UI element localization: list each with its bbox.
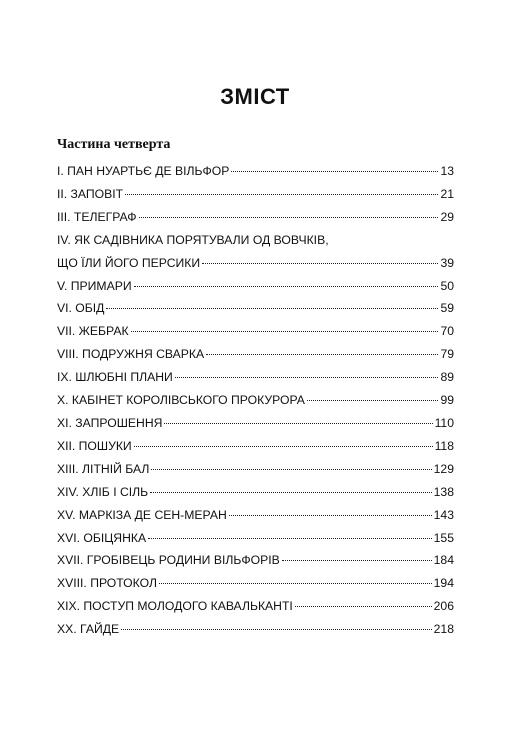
toc-entry[interactable] (57, 618, 454, 641)
entry-title: IX. ШЛЮБНІ ПЛАНИ (57, 370, 173, 385)
toc-entry[interactable] (57, 549, 454, 572)
toc-entry[interactable] (57, 343, 454, 366)
entry-title: V. ПРИМАРИ (57, 278, 132, 293)
entry-page-number: 99 (440, 393, 454, 408)
entry-title: VIII. ПОДРУЖНЯ СВАРКА (57, 347, 205, 362)
entry-page-number: 110 (434, 415, 454, 430)
dot-leader (282, 560, 432, 561)
toc-entries (57, 160, 454, 641)
toc-entry[interactable] (57, 275, 454, 298)
entry-title: XV. МАРКІЗА ДЕ СЕН-МЕРАН (57, 507, 227, 522)
entry-title: ІІ. ЗАПОВІТ (57, 186, 124, 201)
toc-entry[interactable] (57, 481, 454, 504)
entry-page-number: 218 (433, 622, 454, 637)
entry-page-number: 184 (433, 553, 454, 568)
dot-leader (134, 446, 433, 447)
entry-title: XIV. ХЛІБ І СІЛЬ (57, 484, 149, 499)
toc-entry[interactable] (57, 504, 454, 527)
toc-entry[interactable] (57, 527, 454, 550)
entry-page-number: 13 (440, 164, 454, 178)
entry-page-number: 89 (440, 370, 454, 385)
toc-entry[interactable] (57, 389, 454, 412)
entry-page-number: 143 (433, 507, 454, 522)
entry-title: XX. ГАЙДЕ (57, 622, 120, 637)
entry-title: XI. ЗАПРОШЕННЯ (57, 415, 163, 430)
toc-entry[interactable] (57, 595, 454, 618)
entry-title: XVI. ОБІЦЯНКА (57, 530, 147, 545)
toc-entry[interactable] (57, 320, 454, 343)
entry-page-number: 59 (440, 301, 454, 316)
dot-leader (202, 263, 438, 264)
dot-leader (121, 629, 432, 630)
dot-leader (106, 308, 438, 309)
dot-leader (295, 606, 432, 607)
entry-title: ЩО ЇЛИ ЙОГО ПЕРСИКИ (57, 255, 201, 270)
dot-leader (148, 538, 432, 539)
toc-entry[interactable] (57, 229, 454, 275)
dot-leader (206, 354, 438, 355)
toc-entry[interactable] (57, 297, 454, 320)
dot-leader (175, 377, 439, 378)
entry-page-number: 70 (440, 324, 454, 339)
entry-page-number: 194 (433, 576, 454, 591)
entry-page-number: 21 (440, 186, 454, 201)
entry-page-number: 129 (433, 461, 454, 476)
toc-entry[interactable] (57, 572, 454, 595)
entry-title: І. ПАН НУАРТЬЄ ДЕ ВІЛЬФОР (57, 164, 230, 178)
toc-entry[interactable] (57, 458, 454, 481)
entry-title: XIII. ЛІТНІЙ БАЛ (57, 461, 150, 476)
toc-entry[interactable] (57, 412, 454, 435)
entry-title: XIX. ПОСТУП МОЛОДОГО КАВАЛЬКАНТІ (57, 599, 293, 614)
entry-page-number: 29 (440, 209, 454, 224)
entry-title: XII. ПОШУКИ (57, 438, 132, 453)
entry-page-number: 50 (440, 278, 454, 293)
entry-title: VI. ОБІД (57, 301, 105, 316)
dot-leader (150, 492, 432, 493)
entry-page-number: 39 (440, 255, 454, 270)
entry-title: XVIII. ПРОТОКОЛ (57, 576, 157, 591)
dot-leader (159, 583, 432, 584)
dot-leader (231, 171, 438, 172)
toc-entry[interactable] (57, 366, 454, 389)
entry-page-number: 138 (433, 484, 454, 499)
entry-title-line1: IV. ЯК САДІВНИКА ПОРЯТУВАЛИ ОД ВОВЧКІВ, (57, 232, 329, 247)
entry-title: XVII. ГРОБІВЕЦЬ РОДИНИ ВІЛЬФОРІВ (57, 553, 280, 568)
dot-leader (134, 286, 439, 287)
toc-title: ЗМІСТ (220, 84, 290, 109)
entry-title: VII. ЖЕБРАК (57, 324, 129, 339)
entry-page-number: 79 (440, 347, 454, 362)
entry-title: X. КАБІНЕТ КОРОЛІВСЬКОГО ПРОКУРОРА (57, 393, 305, 408)
dot-leader (139, 217, 439, 218)
dot-leader (131, 331, 439, 332)
dot-leader (229, 515, 432, 516)
toc-entry[interactable] (57, 183, 454, 206)
entry-title: ІІІ. ТЕЛЕГРАФ (57, 209, 137, 224)
dot-leader (307, 400, 439, 401)
toc-entry[interactable] (57, 435, 454, 458)
entry-page-number: 155 (433, 530, 454, 545)
dot-leader (164, 423, 432, 424)
part-heading: Частина четверта (57, 137, 171, 152)
entry-page-number: 118 (434, 438, 454, 453)
dot-leader (125, 194, 438, 195)
entry-page-number: 206 (433, 599, 454, 614)
dot-leader (151, 469, 431, 470)
toc-entry[interactable] (57, 160, 454, 183)
toc-entry[interactable] (57, 206, 454, 229)
